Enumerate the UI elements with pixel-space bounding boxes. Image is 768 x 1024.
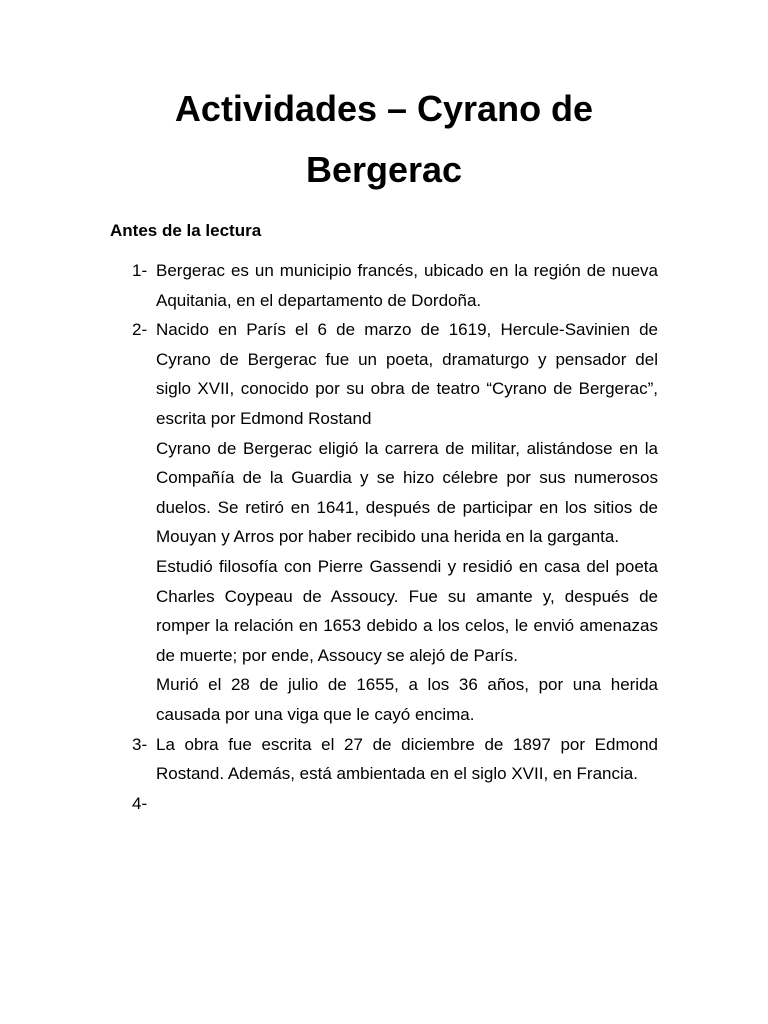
document-title: Actividades – Cyrano de Bergerac xyxy=(174,88,594,190)
list-item xyxy=(110,315,658,729)
list-item-paragraph: La obra fue escrita el 27 de diciembre de 1897 por Edmond Rostand. Además, está ambientada en el siglo XVII, en Francia. xyxy=(156,734,658,784)
list-item-paragraph: Cyrano de Bergerac eligió la carrera de militar, alistándose en la Compañía de la Guardia y se hizo célebre por sus numerosos duelos. Se retiró en 1641, después de participar en los sitios de Mouyan y Arros por haber recibido una herida en la garganta. xyxy=(156,438,658,547)
list-item-paragraph: Estudió filosofía con Pierre Gassendi y residió en casa del poeta Charles Coypeau de Assoucy. Fue su amante y, después de romper la relación en 1653 debido a los celos, le envió amenazas de muerte; por ende, Assoucy se alejó de París. xyxy=(156,556,658,665)
list-item-empty xyxy=(156,789,658,819)
list-item xyxy=(110,256,658,315)
list-item-paragraph: Bergerac es un municipio francés, ubicado en la región de nueva Aquitania, en el departamento de Dordoña. xyxy=(156,261,658,310)
list-item-number: 2- xyxy=(132,320,148,340)
section-heading: Antes de la lectura xyxy=(110,221,262,240)
list-item xyxy=(110,730,658,789)
list-item-paragraph: Murió el 28 de julio de 1655, a los 36 años, por una herida causada por una viga que le cayó encima. xyxy=(156,675,658,724)
list-item xyxy=(110,789,658,819)
numbered-list xyxy=(110,256,658,818)
list-item-number: 4- xyxy=(132,793,148,813)
list-item-paragraph: Nacido en París el 6 de marzo de 1619, Hercule-Savinien de Cyrano de Bergerac fue un poeta, dramaturgo y pensador del siglo XVII, conocido por su obra de teatro “Cyrano de Bergerac”, escrita por Edmond Rostand xyxy=(156,320,658,428)
list-item-number: 3- xyxy=(132,734,148,754)
list-item-number: 1- xyxy=(132,261,148,280)
